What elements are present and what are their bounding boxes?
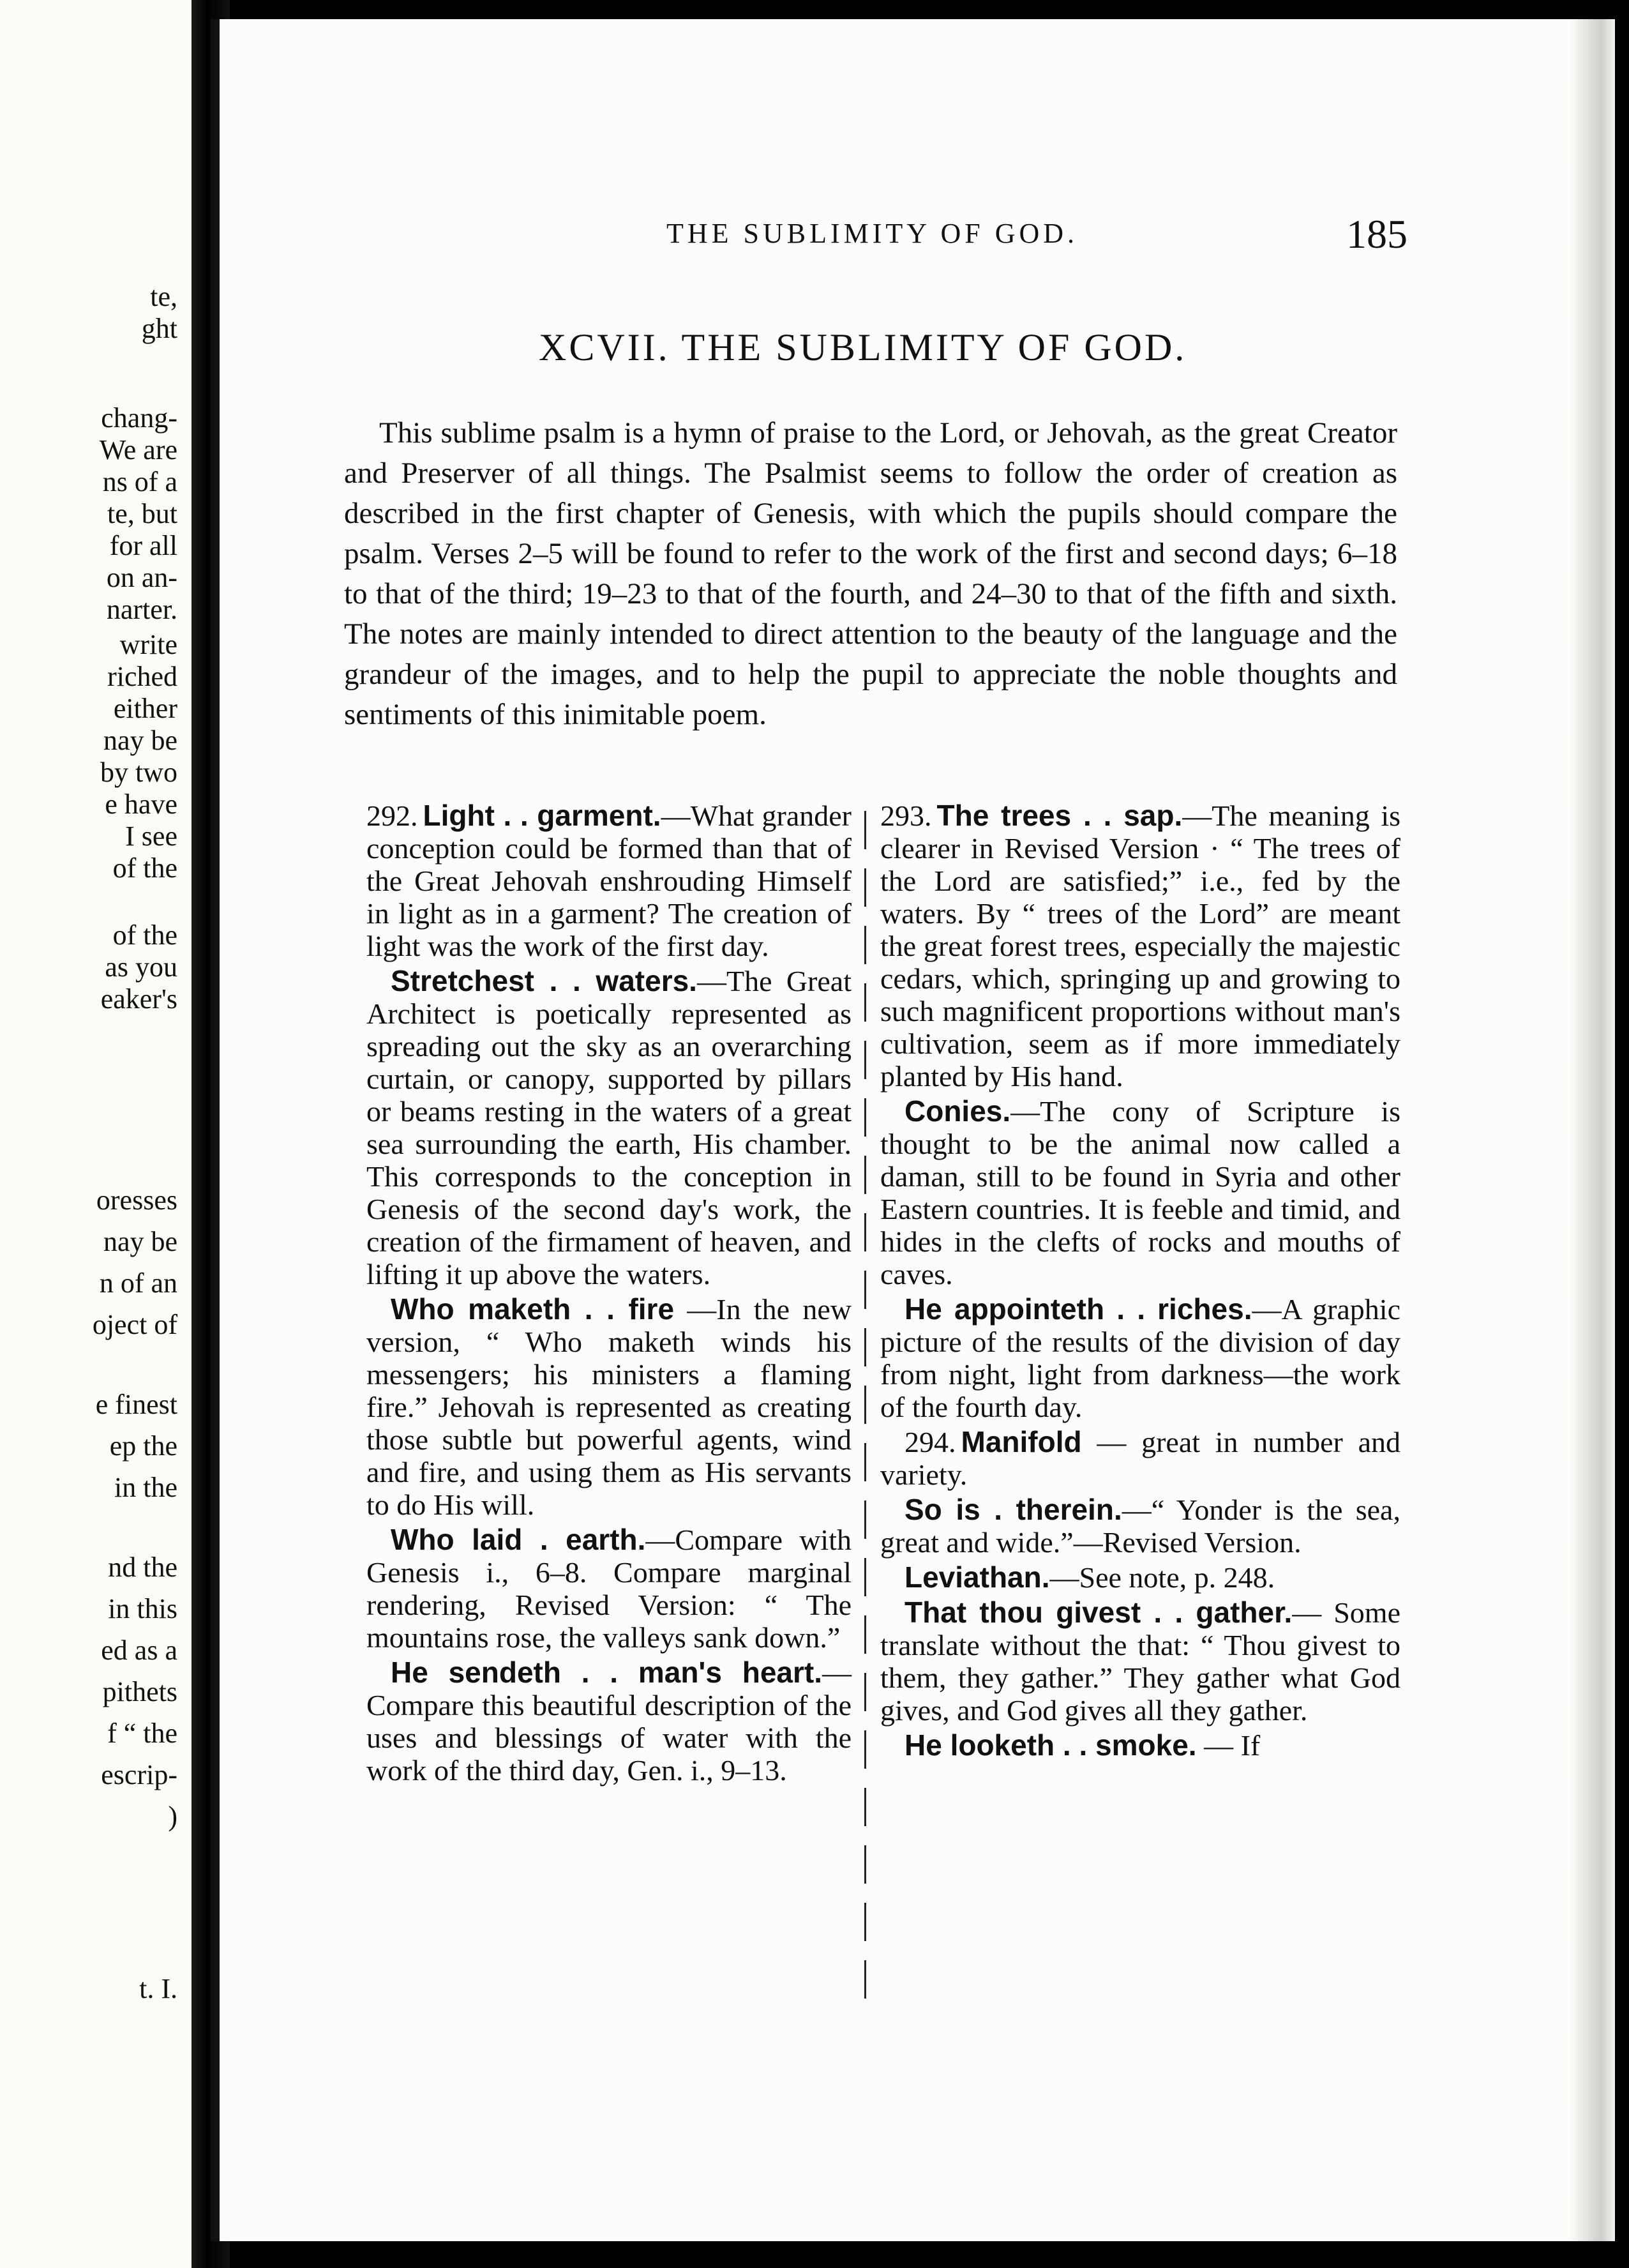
left-page-text-fragment: narter. <box>106 594 177 625</box>
note-entry <box>880 1493 1400 1559</box>
left-page-text-fragment: t. I. <box>139 1973 177 2004</box>
left-page-text-fragment: escrip- <box>101 1759 177 1790</box>
note-entry <box>366 1656 852 1787</box>
left-page-text-fragment: either <box>113 693 177 724</box>
column-rule <box>864 811 866 2005</box>
left-page-text-fragment: eaker's <box>100 983 177 1015</box>
note-text: —A graphic picture of the results of the division of day from night, light from darkness—the work of the fourth day. <box>880 1293 1400 1423</box>
note-entry <box>880 799 1400 1092</box>
note-text: — If <box>1196 1729 1261 1762</box>
left-page-text-fragment: oject of <box>92 1309 177 1340</box>
note-lemma: So is . therein. <box>905 1493 1122 1526</box>
left-page-text-fragment: write <box>119 629 177 660</box>
left-page-text-fragment: for all <box>109 530 177 561</box>
left-page-text-fragment: ed as a <box>101 1635 177 1666</box>
left-page-text-fragment: chang- <box>101 402 177 434</box>
intro-paragraph: This sublime psalm is a hymn of praise to the Lord, or Jehovah, as the great Creator and Preserver of all things. The Psalmist seems to follow the order of creation as described in the first chapter of Genesis, with which the pupils should compare the psalm. Verses 2–5 will be found to refer to the work of the first and second days; 6–18 to that of the third; 19–23 to that of the fourth, and 24–30 to that of the fifth and sixth. The notes are mainly intended to direct attention to the beauty of the language and the grandeur of the images, and to help the pupil to appreciate the noble thoughts and sentiments of this inimitable poem. <box>344 416 1397 731</box>
note-entry <box>880 1596 1400 1727</box>
note-entry <box>880 1561 1400 1594</box>
note-lemma: The trees . . sap. <box>936 799 1183 832</box>
running-head: THE SUBLIMITY OF GOD. <box>666 218 1079 249</box>
note-text: —In the new version, “ Who maketh winds his messengers; his ministers a flaming fire.” Jehovah is represented as creating those subtle but powerful agents, wind and fire, and using them as His servants to do His will. <box>366 1293 852 1521</box>
left-page-text-fragment: pithets <box>102 1676 177 1707</box>
left-page-text-fragment: nay be <box>103 1226 177 1257</box>
note-entry <box>366 965 852 1290</box>
note-entry <box>366 799 852 962</box>
left-page-text-fragment: n of an <box>99 1267 177 1299</box>
note-number: 292. <box>366 799 418 832</box>
left-page-text-fragment: on an- <box>106 562 177 593</box>
note-lemma: Stretchest . . waters. <box>391 964 697 997</box>
page-number: 185 <box>1346 211 1408 257</box>
left-page-text-fragment: in the <box>114 1472 177 1503</box>
left-page-text-fragment: e finest <box>95 1389 177 1420</box>
note-lemma: Conies. <box>905 1094 1011 1128</box>
note-entry <box>880 1095 1400 1290</box>
left-page-text-fragment: as you <box>105 951 177 983</box>
left-page-text-fragment: I see <box>125 820 177 852</box>
left-page-text-fragment: oresses <box>96 1184 177 1216</box>
note-lemma: He sendeth . . man's heart. <box>391 1656 822 1689</box>
book-page <box>211 19 1615 2241</box>
previous-page-fragment <box>0 0 191 2268</box>
left-page-text-fragment: riched <box>107 661 177 692</box>
left-page-text-fragment: te, but <box>107 498 177 529</box>
note-entry <box>880 1729 1400 1762</box>
left-page-text-fragment: nay be <box>103 725 177 756</box>
note-text: —What grander conception could be formed than that of the Great Jehovah enshrouding Himself in light as in a garment? The creation of light was the work of the first day. <box>366 799 852 962</box>
left-page-text-fragment: of the <box>112 919 177 951</box>
note-number: 293. <box>880 799 932 832</box>
note-lemma: Who maketh . . fire <box>391 1292 675 1326</box>
left-page-text-fragment: f “ the <box>107 1718 177 1749</box>
note-lemma: Manifold <box>961 1425 1082 1458</box>
note-lemma: He looketh . . smoke. <box>905 1728 1197 1762</box>
note-text: — Some translate without the that: “ Thou givest to them, they gather.” They gather what God gives, and God gives all they gather. <box>880 1596 1401 1727</box>
note-lemma: That thou givest . . gather. <box>905 1596 1293 1629</box>
left-page-text-fragment: nd the <box>108 1552 177 1583</box>
left-page-text-fragment: We are <box>99 434 177 465</box>
note-entry <box>366 1293 852 1521</box>
page-edge <box>1570 19 1615 2241</box>
note-text: —See note, p. 248. <box>1049 1561 1275 1594</box>
left-page-text-fragment: in this <box>108 1593 177 1624</box>
note-text: — Compare this beautiful description of the uses and blessings of water with the work of the third day, Gen. i., 9–13. <box>366 1656 852 1787</box>
note-entry <box>880 1293 1400 1423</box>
left-page-text-fragment: ep the <box>109 1430 177 1462</box>
notes-column-left <box>366 799 852 1789</box>
left-page-text-fragment: e have <box>105 789 177 820</box>
note-lemma: Leviathan. <box>905 1561 1050 1594</box>
note-number: 294. <box>905 1426 956 1458</box>
left-page-text-fragment: of the <box>112 852 177 884</box>
left-page-text-fragment: ns of a <box>102 466 177 497</box>
note-lemma: He appointeth . . riches. <box>905 1292 1252 1326</box>
note-text: —“ Yonder is the sea, great and wide.”—Revised Version. <box>880 1493 1400 1559</box>
left-page-text-fragment: ght <box>141 313 177 344</box>
note-text: —Compare with Genesis i., 6–8. Compare marginal rendering, Revised Version: “ The mountains rose, the valleys sank down.” <box>366 1523 852 1654</box>
left-page-text-fragment: ) <box>168 1801 177 1832</box>
note-text: — great in number and variety. <box>880 1426 1400 1491</box>
note-lemma: Who laid . earth. <box>391 1523 646 1556</box>
note-lemma: Light . . garment. <box>423 799 661 832</box>
note-text: —The cony of Scripture is thought to be the animal now called a daman, still to be found in Syria and other Eastern countries. It is feeble and timid, and hides in the clefts of rocks and mouths of caves. <box>880 1095 1400 1290</box>
section-title: XCVII. THE SUBLIMITY OF GOD. <box>539 326 1187 368</box>
left-page-text-fragment: by two <box>100 757 177 788</box>
note-entry <box>880 1426 1400 1491</box>
note-text: —The meaning is clearer in Revised Version · “ The trees of the Lord are satisfied;” i.e., fed by the waters. By “ trees of the Lord” are meant the great forest trees, especially the majestic cedars, which, springing up and growing to such magnificent proportions without man's cultivation, seem as if more immediately planted by His hand. <box>880 799 1400 1092</box>
note-text: —The Great Architect is poetically represented as spreading out the sky as an overarching curtain, or canopy, supported by pillars or beams resting in the waters of a great sea surrounding the earth, His chamber. This corresponds to the conception in Genesis of the second day's work, the creation of the firmament of heaven, and lifting it up above the waters. <box>366 965 852 1290</box>
left-page-text-fragment: te, <box>150 281 177 312</box>
note-entry <box>366 1523 852 1654</box>
notes-column-right <box>880 799 1400 1764</box>
